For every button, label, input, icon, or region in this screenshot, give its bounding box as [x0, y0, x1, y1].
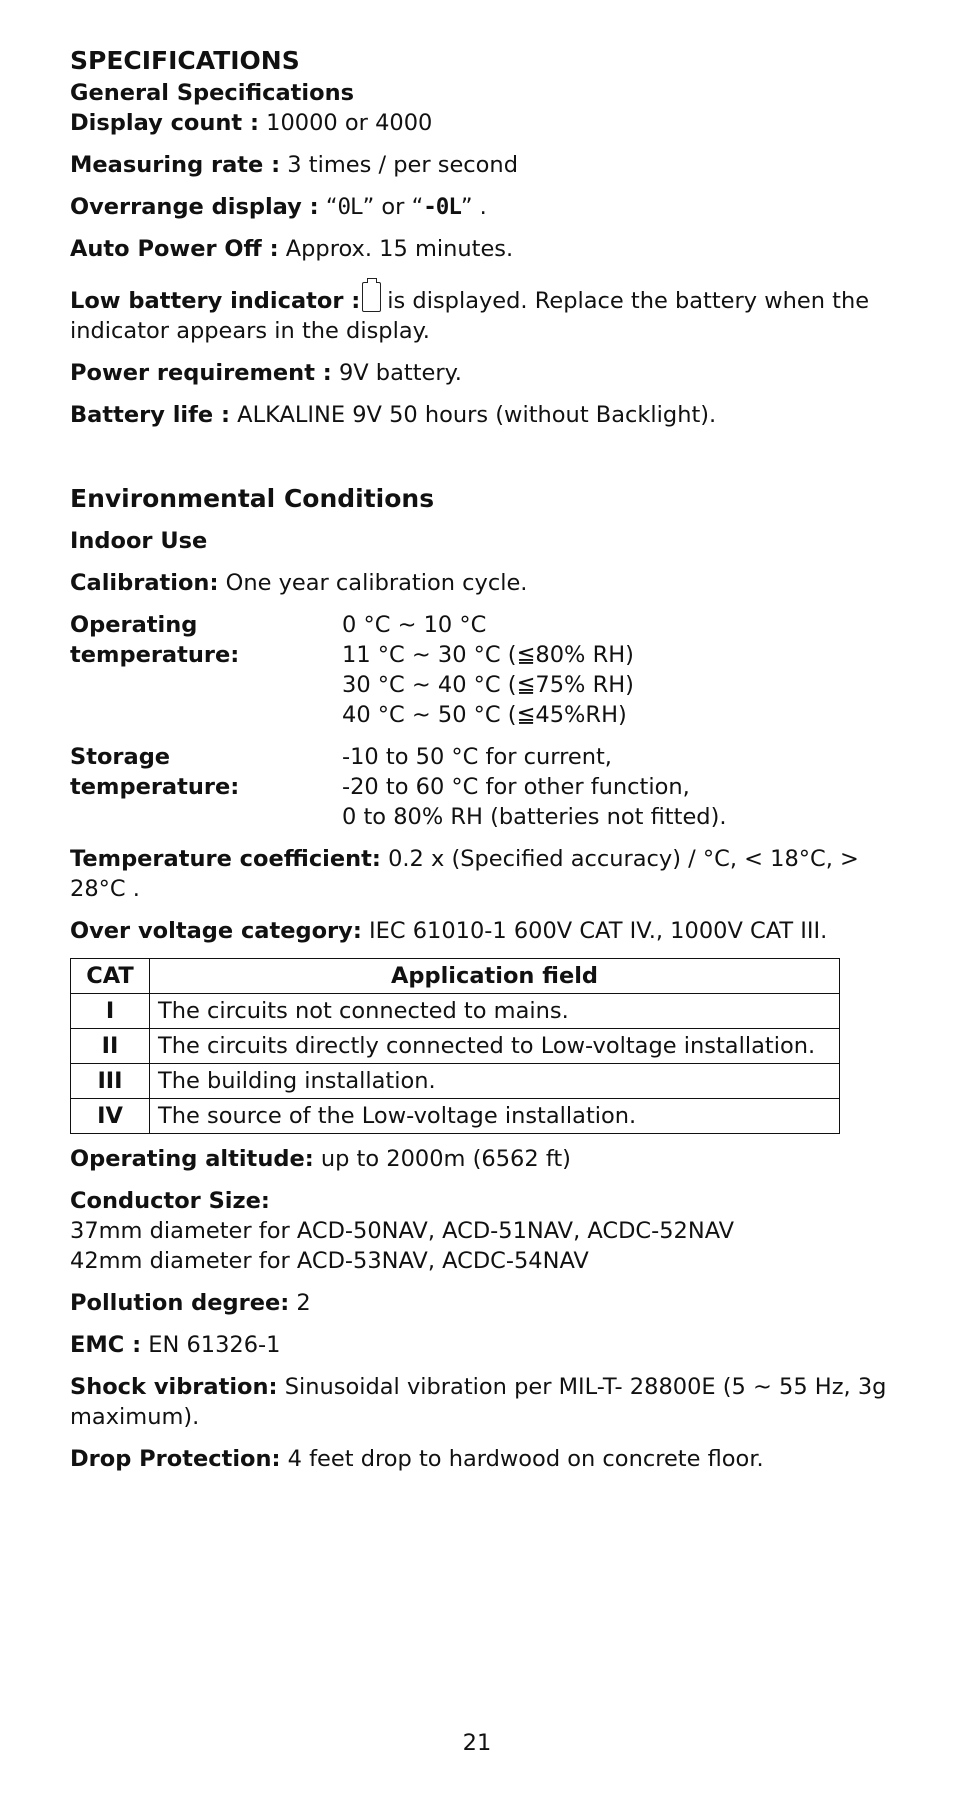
- temperature-coefficient-value: 0.2 x (Specified accuracy) / °C, < 18°C, > 28°C .: [70, 846, 859, 902]
- conductor-size-label: Conductor Size:: [70, 1188, 270, 1214]
- display-count-label: Display count :: [70, 110, 260, 136]
- application-field-header: Application field: [150, 959, 840, 994]
- storage-temperature-value: -20 to 60 °C for other function,: [342, 774, 690, 800]
- over-voltage-category: [70, 916, 910, 946]
- calibration-value: One year calibration cycle.: [225, 570, 528, 596]
- battery-life-value: ALKALINE 9V 50 hours (without Backlight).: [237, 402, 717, 428]
- emc: [70, 1330, 910, 1360]
- low-battery-value: is displayed. Replace the battery when the indicator appears in the display.: [70, 288, 870, 344]
- calibration-label: Calibration:: [70, 570, 219, 596]
- emc-label: EMC :: [70, 1332, 142, 1358]
- table-row: [71, 1064, 840, 1099]
- over-voltage-value: IEC 61010-1 600V CAT IV., 1000V CAT III.: [368, 918, 828, 944]
- display-count-value: 10000 or 4000: [266, 110, 433, 136]
- cat-table: [70, 958, 840, 1134]
- operating-temperature-value: 40 °C ~ 50 °C (≦45%RH): [342, 702, 627, 728]
- cat-cell: II: [71, 1029, 150, 1064]
- over-voltage-label: Over voltage category:: [70, 918, 362, 944]
- auto-power-off-value: Approx. 15 minutes.: [285, 236, 514, 262]
- overrange-end: ” .: [460, 194, 487, 220]
- measuring-rate-label: Measuring rate :: [70, 152, 281, 178]
- calibration: [70, 568, 910, 598]
- operating-temperature-value: 0 °C ~ 10 °C: [342, 612, 487, 638]
- measuring-rate: [70, 150, 910, 180]
- overrange-display: [70, 192, 910, 222]
- application-cell: The circuits not connected to mains.: [150, 994, 840, 1029]
- auto-power-off: [70, 234, 910, 264]
- drop-protection: [70, 1444, 910, 1474]
- low-battery-indicator: [70, 282, 910, 346]
- environment-heading: Environmental Conditions: [70, 484, 435, 513]
- application-cell: The circuits directly connected to Low-voltage installation.: [150, 1029, 840, 1064]
- page-title: SPECIFICATIONS: [70, 46, 300, 75]
- cat-cell: I: [71, 994, 150, 1029]
- storage-temperature: [70, 742, 910, 832]
- indoor-use: Indoor Use: [70, 528, 208, 554]
- pollution-degree-label: Pollution degree:: [70, 1290, 290, 1316]
- temperature-coefficient-label: Temperature coefficient:: [70, 846, 381, 872]
- conductor-size-line: 37mm diameter for ACD-50NAV, ACD-51NAV, ACDC-52NAV: [70, 1218, 735, 1244]
- operating-altitude: [70, 1144, 910, 1174]
- shock-vibration: [70, 1372, 910, 1432]
- operating-altitude-label: Operating altitude:: [70, 1146, 314, 1172]
- shock-vibration-value: Sinusoidal vibration per MIL-T- 28800E (5 ~ 55 Hz, 3g maximum).: [70, 1374, 887, 1430]
- operating-altitude-value: up to 2000m (6562 ft): [320, 1146, 571, 1172]
- overrange-symbol-ol: 0L: [337, 194, 363, 220]
- pollution-degree-value: 2: [296, 1290, 311, 1316]
- conductor-size: [70, 1186, 910, 1276]
- table-row: [71, 1029, 840, 1064]
- overrange-label: Overrange display :: [70, 194, 319, 220]
- cat-cell: III: [71, 1064, 150, 1099]
- storage-temperature-value: -10 to 50 °C for current,: [342, 744, 612, 770]
- shock-vibration-label: Shock vibration:: [70, 1374, 278, 1400]
- storage-temperature-value: 0 to 80% RH (batteries not fitted).: [342, 804, 727, 830]
- operating-temperature-label: Operating temperature:: [70, 612, 240, 668]
- power-requirement-value: 9V battery.: [338, 360, 462, 386]
- power-requirement: [70, 358, 910, 388]
- operating-temperature-values: [342, 610, 634, 730]
- drop-protection-label: Drop Protection:: [70, 1446, 281, 1472]
- overrange-symbol-neg-ol: -0L: [423, 194, 461, 220]
- emc-value: EN 61326-1: [148, 1332, 281, 1358]
- storage-temperature-values: [342, 742, 727, 832]
- pollution-degree: [70, 1288, 910, 1318]
- operating-temperature: [70, 610, 910, 730]
- application-cell: The building installation.: [150, 1064, 840, 1099]
- general-heading: General Specifications: [70, 80, 354, 106]
- power-requirement-label: Power requirement :: [70, 360, 332, 386]
- conductor-size-line: 42mm diameter for ACD-53NAV, ACDC-54NAV: [70, 1248, 589, 1274]
- measuring-rate-value: 3 times / per second: [287, 152, 518, 178]
- cat-table-header: [71, 959, 840, 994]
- overrange-q1: “: [325, 194, 338, 220]
- page-number: 21: [462, 1730, 492, 1756]
- operating-temperature-value: 30 °C ~ 40 °C (≦75% RH): [342, 672, 634, 698]
- storage-temperature-label: Storage temperature:: [70, 744, 240, 800]
- battery-icon: [362, 282, 381, 312]
- auto-power-off-label: Auto Power Off :: [70, 236, 279, 262]
- spec-page: [70, 44, 910, 1486]
- operating-temperature-value: 11 °C ~ 30 °C (≦80% RH): [342, 642, 634, 668]
- display-count: [70, 108, 910, 138]
- battery-life-label: Battery life :: [70, 402, 231, 428]
- cat-cell: IV: [71, 1099, 150, 1134]
- drop-protection-value: 4 feet drop to hardwood on concrete floor.: [287, 1446, 764, 1472]
- battery-life: [70, 400, 910, 430]
- overrange-mid: ” or “: [362, 194, 424, 220]
- low-battery-label: Low battery indicator :: [70, 288, 361, 314]
- table-row: [71, 994, 840, 1029]
- temperature-coefficient: [70, 844, 910, 904]
- cat-header: CAT: [71, 959, 150, 994]
- application-cell: The source of the Low-voltage installation.: [150, 1099, 840, 1134]
- table-row: [71, 1099, 840, 1134]
